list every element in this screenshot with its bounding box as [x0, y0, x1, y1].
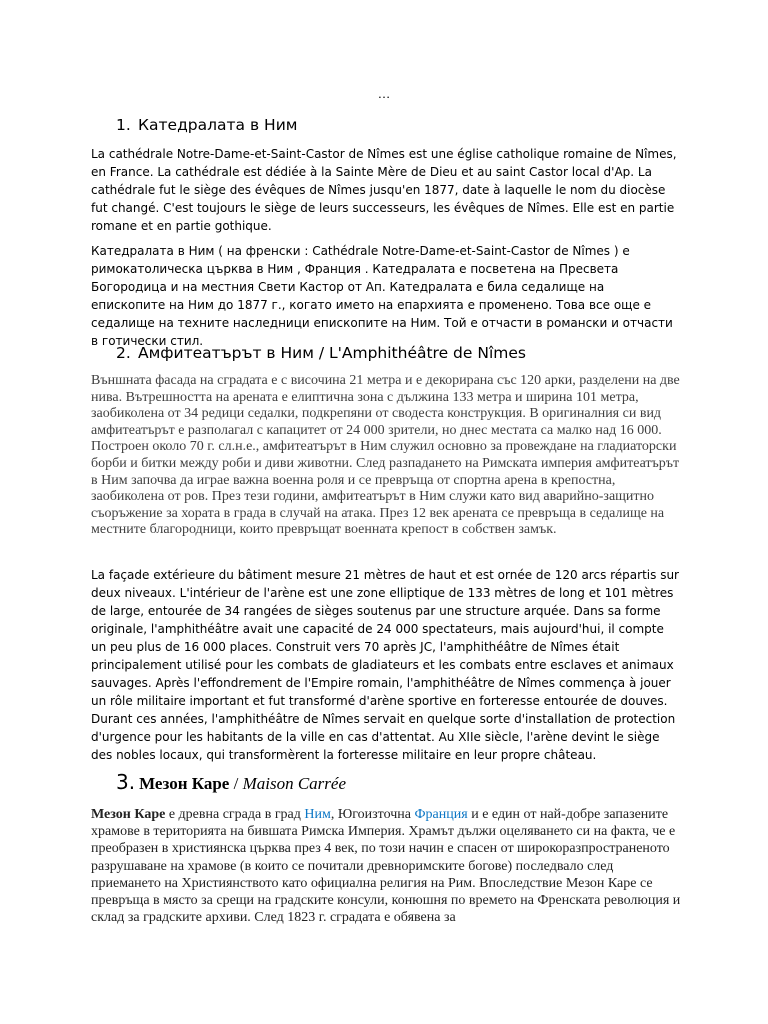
paragraph-segment: , Югоизточна: [330, 807, 415, 822]
paragraph-segment: е древна сграда в град: [165, 807, 305, 822]
section-1-french-paragraph: [91, 145, 681, 235]
paragraph-text: Катедралата в Ним ( на френски : Cathédrale Notre-Dame-et-Saint-Castor de Nîmes ) е римокатолическа църква в Ним , Франция . Катедралата е посветена на Пресвета Богородица и на местния Свети Кастор от Ап. Катедралата е била седалище на епископите на Ним до 1877 г., когато името на епархията е променено. Това все още е седалище на техните наследници епископите на Ним. Той е отчасти в романски и отчасти в готически стил.: [91, 244, 673, 348]
section-3-title-french: Maison Carrée: [242, 774, 346, 793]
link-nim[interactable]: Ним: [304, 807, 331, 822]
section-1-bulgarian-paragraph: [91, 242, 681, 350]
section-1-heading: [116, 116, 297, 134]
section-3-title: Мезон Каре: [139, 774, 230, 793]
paragraph-text: La cathédrale Notre-Dame-et-Saint-Castor de Nîmes est une église catholique romaine de Nîmes, en France. La cathédrale est dédiée à la Sainte Mère de Dieu et au saint Castor local d'Ap. La cathédrale fut le siège des évêques de Nîmes jusqu'en 1877, date à laquelle le nom du diocèse fut changé. C'est toujours le siège de leurs successeurs, les évêques de Nîmes. Elle est en partie romane et en partie gothique.: [91, 147, 677, 233]
section-2-number: 2.: [116, 344, 131, 362]
section-2-french-paragraph: [91, 566, 681, 764]
paragraph-segment: и е един от най-добре запазените храмове в територията на бившата Римска Империя. Храмът дължи оцеляването си на факта, че е преобразен в християнска църква през 4 век, по този начин е спасен от широкоразпространеното разрушаване на храмове (в които се почитали древноримските богове) последвало след приемането на Християнството като официална религия на Рим. Впоследствие Мезон Каре се превръща в място за срещи на градските консули, конюшня по времето на Френската революция и склад за градските архиви. След 1823 г. сградата е обявена за: [91, 807, 681, 926]
top-ellipsis: …: [377, 86, 391, 101]
section-2-bulgarian-paragraph: [91, 373, 681, 539]
section-3-paragraph: [91, 806, 681, 926]
section-3-heading: [116, 770, 346, 794]
section-3-separator: /: [229, 774, 243, 793]
link-france[interactable]: Франция: [414, 807, 468, 822]
section-1-number: 1.: [116, 116, 131, 134]
paragraph-text: Външната фасада на сградата е с височина 21 метра и е декорирана със 120 арки, разделени на две нива. Вътрешността на арената е елиптична зона с дължина 133 метра и ширина 101 метра, заобиколена от 34 редици седалки, подкрепяни от сводеста конструкция. В оригиналния си вид амфитеатърът е разполагал с капацитет от 24 000 зрители, но днес местата са малко над 16 000. Построен около 70 г. сл.н.е., амфитеатърът в Ним служил основно за провеждане на гладиаторски борби и битки между роби и диви животни. След разпадането на Римската империя амфитеатърът в Ним започва да играе важна военна роля и се превръща от спортна арена в крепостна, заобиколена от ров. През тези години, амфитеатърът в Ним служи като вид аварийно-защитно съоръжение за хората в града в случай на атака. През 12 век арената се превръща в седалище на местните благородници, които превръщат военната крепост в собствен замък.: [91, 373, 680, 538]
section-2-title: Амфитеатърът в Ним / L'Amphithéâtre de Nîmes: [138, 344, 526, 362]
section-1-title: Катедралата в Ним: [138, 116, 298, 134]
paragraph-lead-bold: Мезон Каре: [91, 807, 166, 822]
paragraph-text: [91, 806, 681, 926]
section-2-heading: [116, 344, 526, 362]
section-3-number: 3.: [116, 770, 136, 794]
paragraph-text: La façade extérieure du bâtiment mesure 21 mètres de haut et est ornée de 120 arcs répartis sur deux niveaux. L'intérieur de l'arène est une zone elliptique de 133 mètres de long et 101 mètres de large, entourée de 34 rangées de sièges soutenus par une structure arquée. Dans sa forme originale, l'amphithéâtre avait une capacité de 24 000 spectateurs, mais aujourd'hui, il compte un peu plus de 16 000 places. Construit vers 70 après JC, l'amphithéâtre de Nîmes était principalement utilisé pour les combats de gladiateurs et les combats entre esclaves et animaux sauvages. Après l'effondrement de l'Empire romain, l'amphithéâtre de Nîmes commença à jouer un rôle militaire important et fut transformé d'arène sportive en forteresse entourée de douves. Durant ces années, l'amphithéâtre de Nîmes servait en quelque sorte d'installation de protection d'urgence pour les habitants de la ville en cas d'attentat. Au XIIe siècle, l'arène devint le siège des nobles locaux, qui transformèrent la forteresse militaire en leur propre château.: [91, 568, 679, 762]
